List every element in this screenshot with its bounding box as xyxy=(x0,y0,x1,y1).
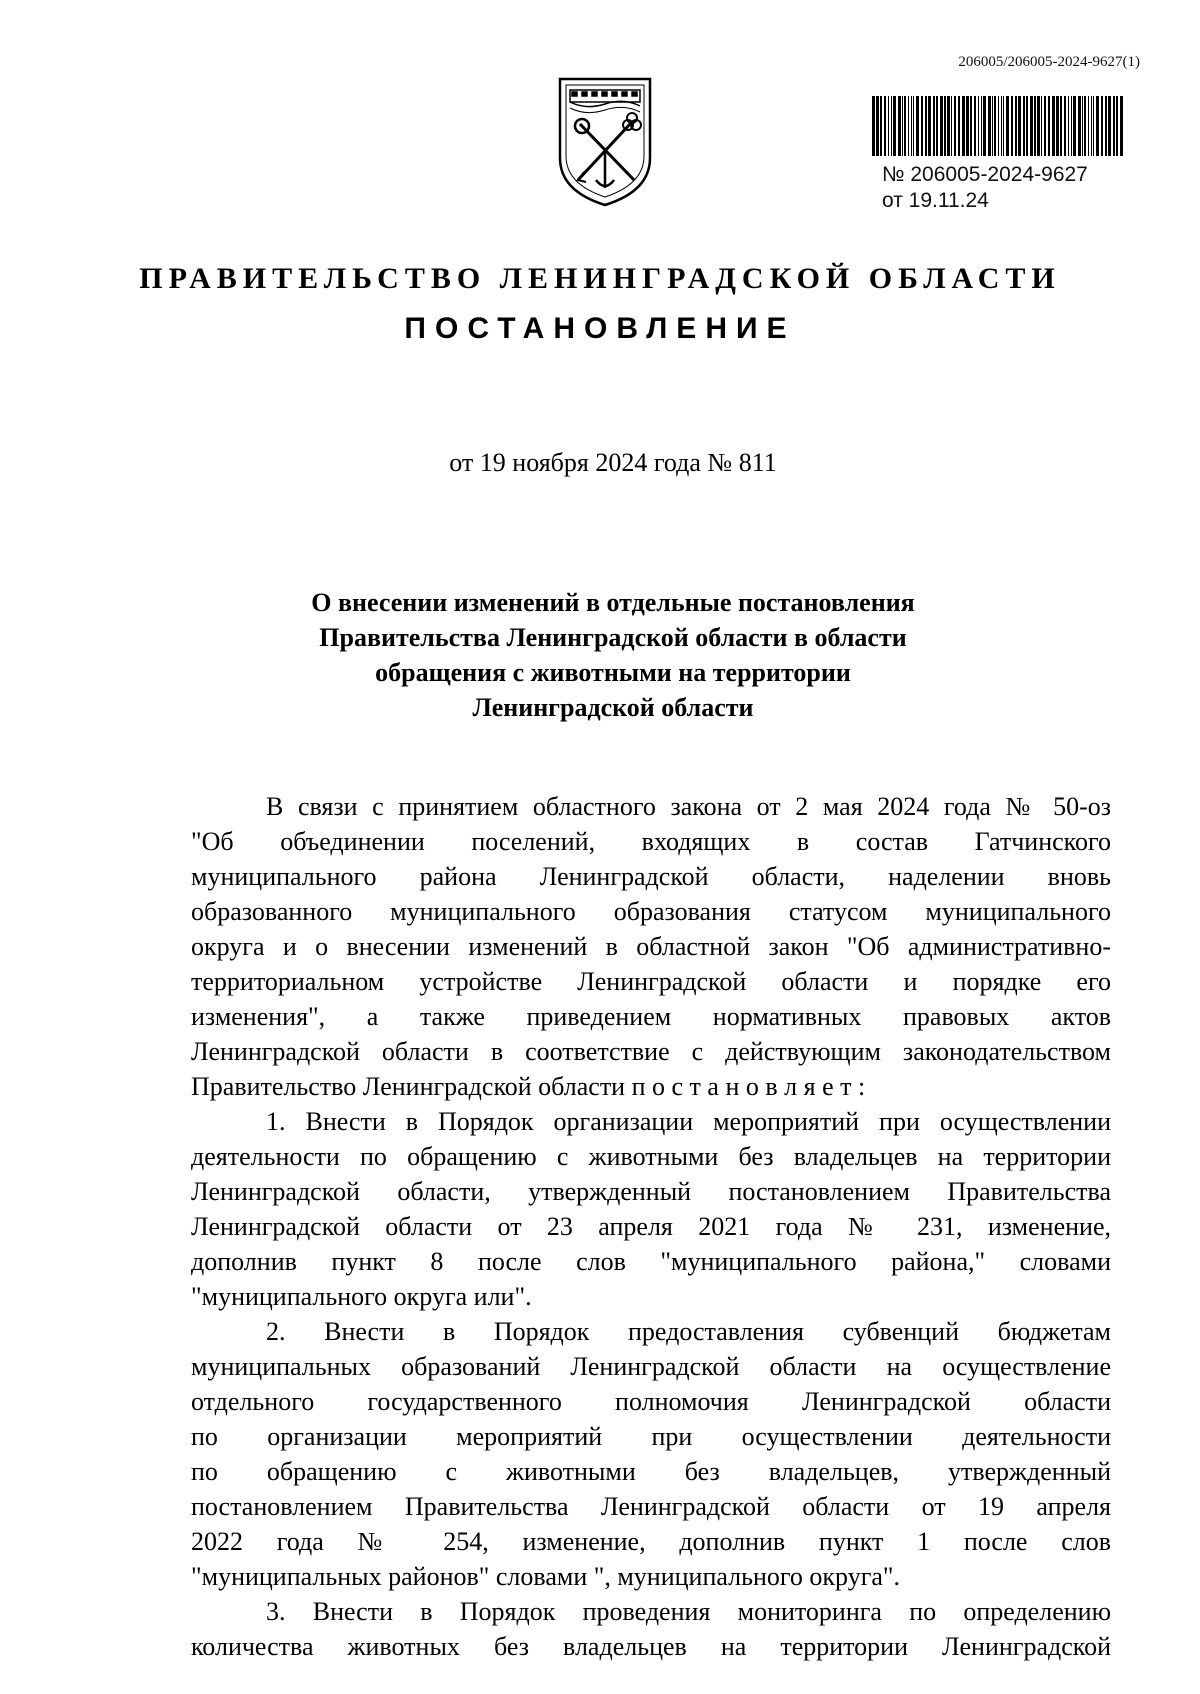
government-title: ПРАВИТЕЛЬСТВО ЛЕНИНГРАДСКОЙ ОБЛАСТИ xyxy=(139,262,1061,295)
body-line: "муниципальных районов" словами ", муниципального округа". xyxy=(191,1562,901,1591)
registration-number: № 206005-2024-9627 xyxy=(882,163,1088,186)
body-line: количества животных без владельцев на территории Ленинградской xyxy=(191,1632,1111,1661)
body-line: по организации мероприятий при осуществлении деятельности xyxy=(191,1422,1111,1451)
heading-line: Правительства Ленинградской области в области xyxy=(319,623,907,652)
registration-block xyxy=(870,96,1130,214)
heading-line: О внесении изменений в отдельные постановления xyxy=(311,588,915,617)
body-line: постановлением Правительства Ленинградской области от 19 апреля xyxy=(191,1492,1111,1521)
document-body xyxy=(191,789,1111,1664)
body-line: муниципальных образований Ленинградской области на осуществление xyxy=(191,1352,1111,1381)
body-line: 2. Внести в Порядок предоставления субвенций бюджетам xyxy=(266,1317,1111,1346)
document-heading xyxy=(0,585,1200,725)
document-type: ПОСТАНОВЛЕНИЕ xyxy=(404,312,796,345)
body-line: муниципального района Ленинградской области, наделении вновь xyxy=(191,862,1111,891)
resolution-date-number: от 19 ноября 2024 года № 811 xyxy=(449,448,777,477)
barcode-icon xyxy=(870,96,1125,156)
body-line: отдельного государственного полномочия Ленинградской области xyxy=(191,1387,1111,1416)
body-line: деятельности по обращению с животными без владельцев на территории xyxy=(191,1142,1111,1171)
body-line: Ленинградской области в соответствие с действующим законодательством xyxy=(191,1037,1111,1066)
registration-date: от 19.11.24 xyxy=(882,189,989,212)
body-line: Правительство Ленинградской области п о с т а н о в л я е т : xyxy=(191,1072,866,1101)
body-line: округа и о внесении изменений в областной закон "Об административно- xyxy=(191,932,1111,961)
body-line: территориальном устройстве Ленинградской области и порядке его xyxy=(191,967,1111,996)
body-line: 1. Внести в Порядок организации мероприятий при осуществлении xyxy=(266,1107,1111,1136)
heading-line: обращения с животными на территории xyxy=(375,658,851,687)
body-line: В связи с принятием областного закона от 2 мая 2024 года № 50-оз xyxy=(266,792,1111,821)
body-line: "Об объединении поселений, входящих в состав Гатчинского xyxy=(191,827,1111,856)
coat-of-arms-icon xyxy=(556,76,654,208)
body-line: Ленинградской области от 23 апреля 2021 года № 231, изменение, xyxy=(191,1212,1111,1241)
body-line: по обращению с животными без владельцев, утвержденный xyxy=(191,1457,1111,1486)
body-line: 3. Внести в Порядок проведения мониторинга по определению xyxy=(266,1597,1111,1626)
document-id: 206005/206005-2024-9627(1) xyxy=(958,54,1140,70)
body-line: изменения", а также приведением нормативных правовых актов xyxy=(191,1002,1111,1031)
body-line: дополнив пункт 8 после слов "муниципального района," словами xyxy=(191,1247,1111,1276)
body-line: образованного муниципального образования статусом муниципального xyxy=(191,897,1111,926)
body-line: Ленинградской области, утвержденный постановлением Правительства xyxy=(191,1177,1111,1206)
body-line: 2022 года № 254, изменение, дополнив пункт 1 после слов xyxy=(191,1527,1111,1556)
heading-line: Ленинградской области xyxy=(472,693,754,722)
body-line: "муниципального округа или". xyxy=(191,1282,532,1311)
